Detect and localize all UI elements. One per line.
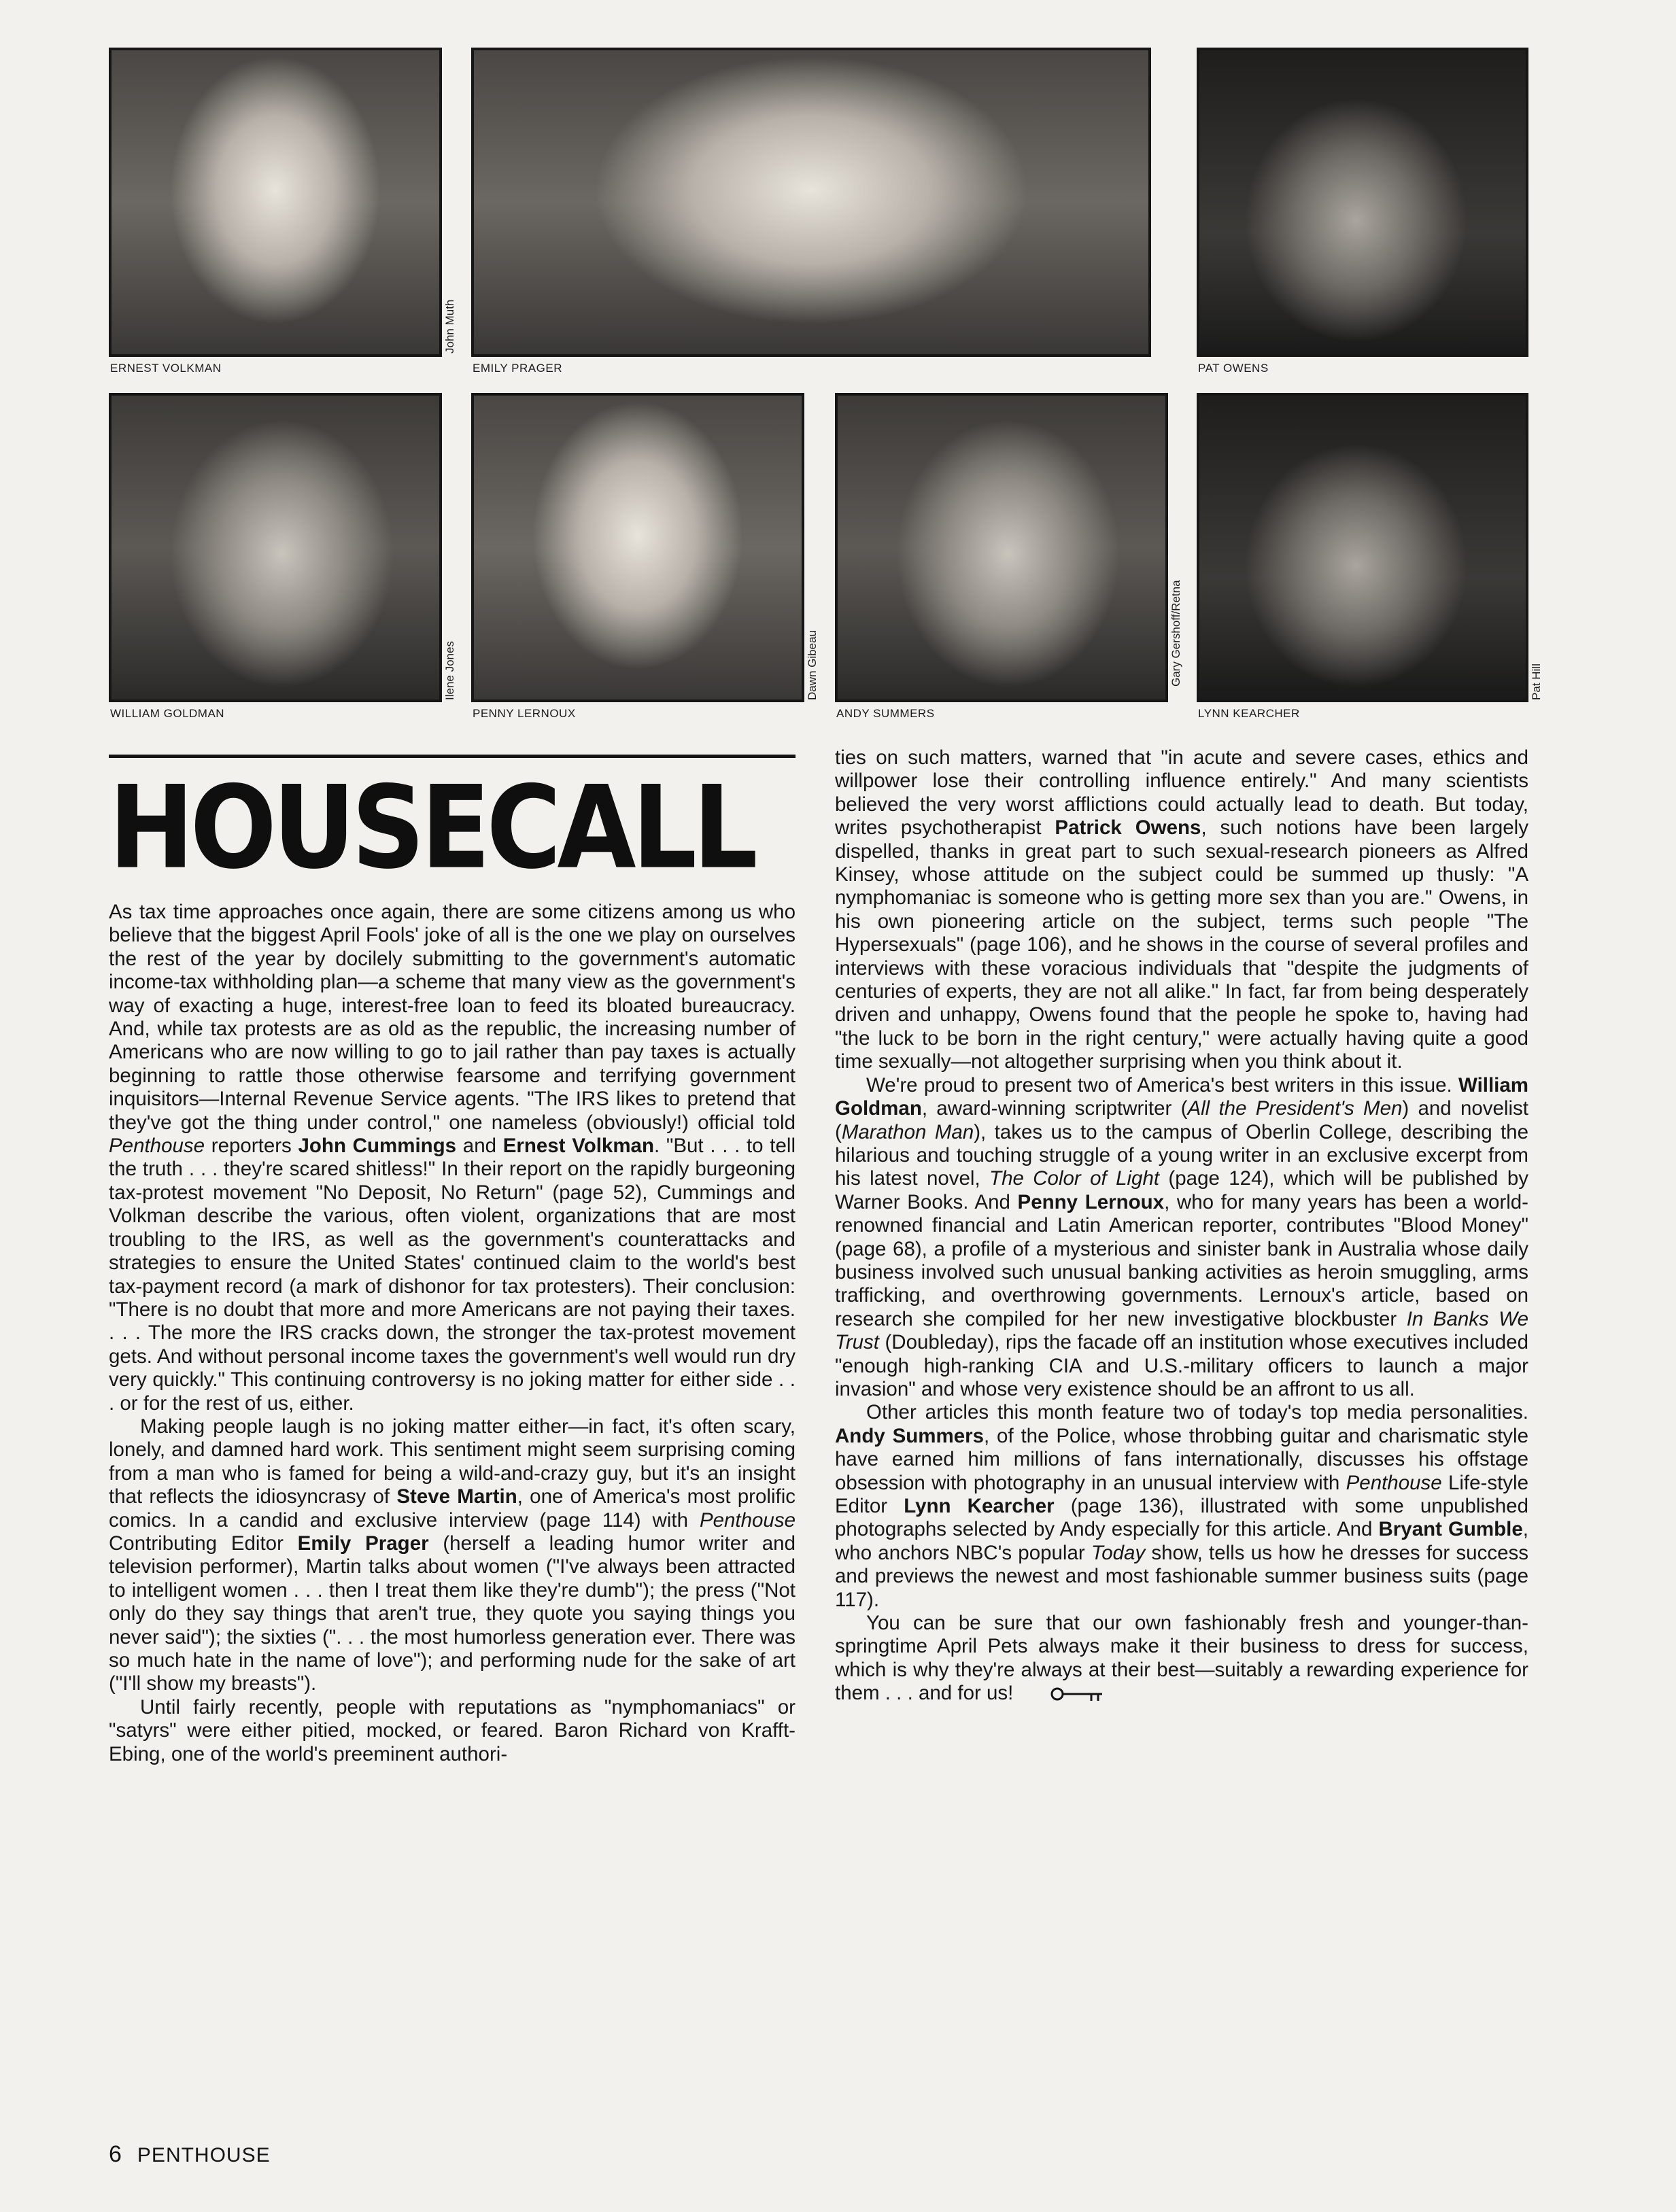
caption-penny-lernoux: PENNY LERNOUX [473, 707, 576, 720]
photo-ernest-volkman [109, 48, 442, 357]
photo-william-goldman [109, 393, 442, 702]
paragraph-goldman-lernoux: We're proud to present two of America's best writers in this issue. William Goldman, award-winning scriptwriter (All the President's Men) and novelist (Marathon Man), takes us to the campus of Oberlin College, describing the hilarious and touching struggle of a young writer in an exclusive excerpt from his latest novel, The Color of Light (page 124), which will be published by Warner Books. And Penny Lernoux, who for many years has been a world-renowned financial and Latin American reporter, contributes "Blood Money" (page 68), a profile of a mysterious and sinister bank in Australia whose daily business involved such unusual banking activities as heroin smuggling, arms trafficking, and overthrowing governments. Lernoux's article, based on research she compiled for her new investigative blockbuster In Banks We Trust (Doubleday), rips the facade off an institution whose executives included "enough high-ranking CIA and U.S.-military officers to launch a major invasion" and whose very existence should be an affront to us all. [835, 1073, 1528, 1400]
caption-emily-prager: EMILY PRAGER [473, 362, 562, 375]
caption-pat-owens: PAT OWENS [1198, 362, 1269, 375]
photo-andy-summers [835, 393, 1168, 702]
caption-andy-summers: ANDY SUMMERS [836, 707, 935, 720]
paragraph-hypersexuals-start: Until fairly recently, people with reputations as "nymphomaniacs" or "satyrs" were either pitied, mocked, or feared. Baron Richard von Krafft-Ebing, one of the world's preeminent authori- [109, 1695, 796, 1765]
paragraph-tax-protest: As tax time approaches once again, there are some citizens among us who believe that the biggest April Fools' joke of all is the one we play on ourselves the rest of the year by docilely submitting to the government's automatic income-tax withholding plan—a scheme that many view as the government's way of exacting a huge, interest-free loan to feed its bloated bureaucracy. And, while tax protests are as old as the republic, the increasing number of Americans who are now willing to go to jail rather than pay taxes is actually beginning to rattle those otherwise fearsome and terrifying government inquisitors—Internal Revenue Service agents. "The IRS likes to pretend that they've got the thing under control," one nameless (obviously!) official told Penthouse reporters John Cummings and Ernest Volkman. "But . . . to tell the truth . . . they're scared shitless!" In their report on the rapidly burgeoning tax-protest movement "No Deposit, No Return" (page 52), Cummings and Volkman describe the various, often violent, organizations that are most troubling to the IRS, as well as the government's counterattacks and strategies to ensure the United States' continued claim to the world's best tax-payment record (a mark of dishonor for tax protesters). Their conclusion: "There is no doubt that more and more Americans are not paying their taxes. . . . The more the IRS cracks down, the stronger the tax-protest movement gets. And without personal income taxes the government's well would run dry very quickly." This continuing controversy is no joking matter for either side . . . or for the rest of us, either. [109, 901, 796, 1415]
page-footer [109, 2141, 271, 2168]
credit-pat-hill: Pat Hill [1530, 663, 1543, 700]
article-column-right [835, 746, 1528, 1706]
caption-lynn-kearcher: LYNN KEARCHER [1198, 707, 1300, 720]
paragraph-april-pets: You can be sure that our own fashionably fresh and younger-than-springtime April Pets always make it their business to dress for success, which is why they're always at their best—suitably a rewarding experience for them . . . and for us! [835, 1612, 1528, 1705]
photo-penny-lernoux [471, 393, 804, 702]
photo-emily-prager [471, 48, 1151, 357]
paragraph-hypersexuals-cont: ties on such matters, warned that "in acute and severe cases, ethics and willpower lose their controlling influence entirely." And many scientists believed the very worst afflictions could actually lead to death. But today, writes psychotherapist Patrick Owens, such notions have been largely dispelled, thanks in great part to such sexual-research pioneers as Alfred Kinsey, whose attitude on the subject could be summed up thusly: "A nymphomaniac is someone who is getting more sex than you are." Owens, in his own pioneering article on the subject, terms such people "The Hypersexuals" (page 106), and he shows in the course of several profiles and interviews with these voracious individuals that "despite the judgments of centuries of experts, they are not all alike." In fact, far from being desperately driven and unhappy, Owens found that the people he spoke to, having had "the luck to be born in the right century," were actually having quite a good time sexually—not altogether surprising when you think about it. [835, 746, 1528, 1073]
paragraph-media-personalities: Other articles this month feature two of today's top media personalities. Andy Summers, of the Police, whose throbbing guitar and charismatic style have earned him millions of fans internationally, discusses his offstage obsession with photography in an unusual interview with Penthouse Life-style Editor Lynn Kearcher (page 136), illustrated with some unpublished photographs selected by Andy especially for this article. And Bryant Gumble, who anchors NBC's popular Today show, tells us how he dresses for success and previews the newest and most fashionable summer business suits (page 117). [835, 1401, 1529, 1611]
page-title: HOUSECALL [109, 775, 754, 882]
masthead-rule [109, 755, 796, 758]
caption-william-goldman: WILLIAM GOLDMAN [110, 707, 225, 720]
paragraph-steve-martin: Making people laugh is no joking matter either—in fact, it's often scary, lonely, and damned hard work. This sentiment might seem surprising coming from a man who is famed for being a wild-and-crazy guy, but it's an insight that reflects the idiosyncrasy of Steve Martin, one of America's most prolific comics. In a candid and exclusive interview (page 114) with Penthouse Contributing Editor Emily Prager (herself a leading humor writer and television performer), Martin talks about women ("I've always been attracted to intelligent women . . . then I treat them like they're dumb"); the press ("Not only do they say things that aren't true, they quote you saying things you never said"); the sixties (". . . the most humorless generation ever. There was so much hate in the name of love"); and performing nude for the sake of art ("I'll show my breasts"). [109, 1415, 796, 1695]
photo-pat-owens [1197, 48, 1528, 357]
page-number: 6 [109, 2141, 122, 2167]
magazine-name: PENTHOUSE [137, 2144, 271, 2166]
key-logo-icon [1019, 1685, 1074, 1703]
credit-ilene-jones: Ilene Jones [443, 641, 456, 700]
photo-lynn-kearcher [1197, 393, 1528, 702]
article-column-left [109, 901, 796, 1766]
credit-john-muth: John Muth [443, 299, 456, 353]
credit-dawn-gibeau: Dawn Gibeau [806, 629, 819, 700]
caption-ernest-volkman: ERNEST VOLKMAN [110, 362, 222, 375]
credit-gary-gershoff: Gary Gershoff/Retna [1169, 580, 1182, 687]
